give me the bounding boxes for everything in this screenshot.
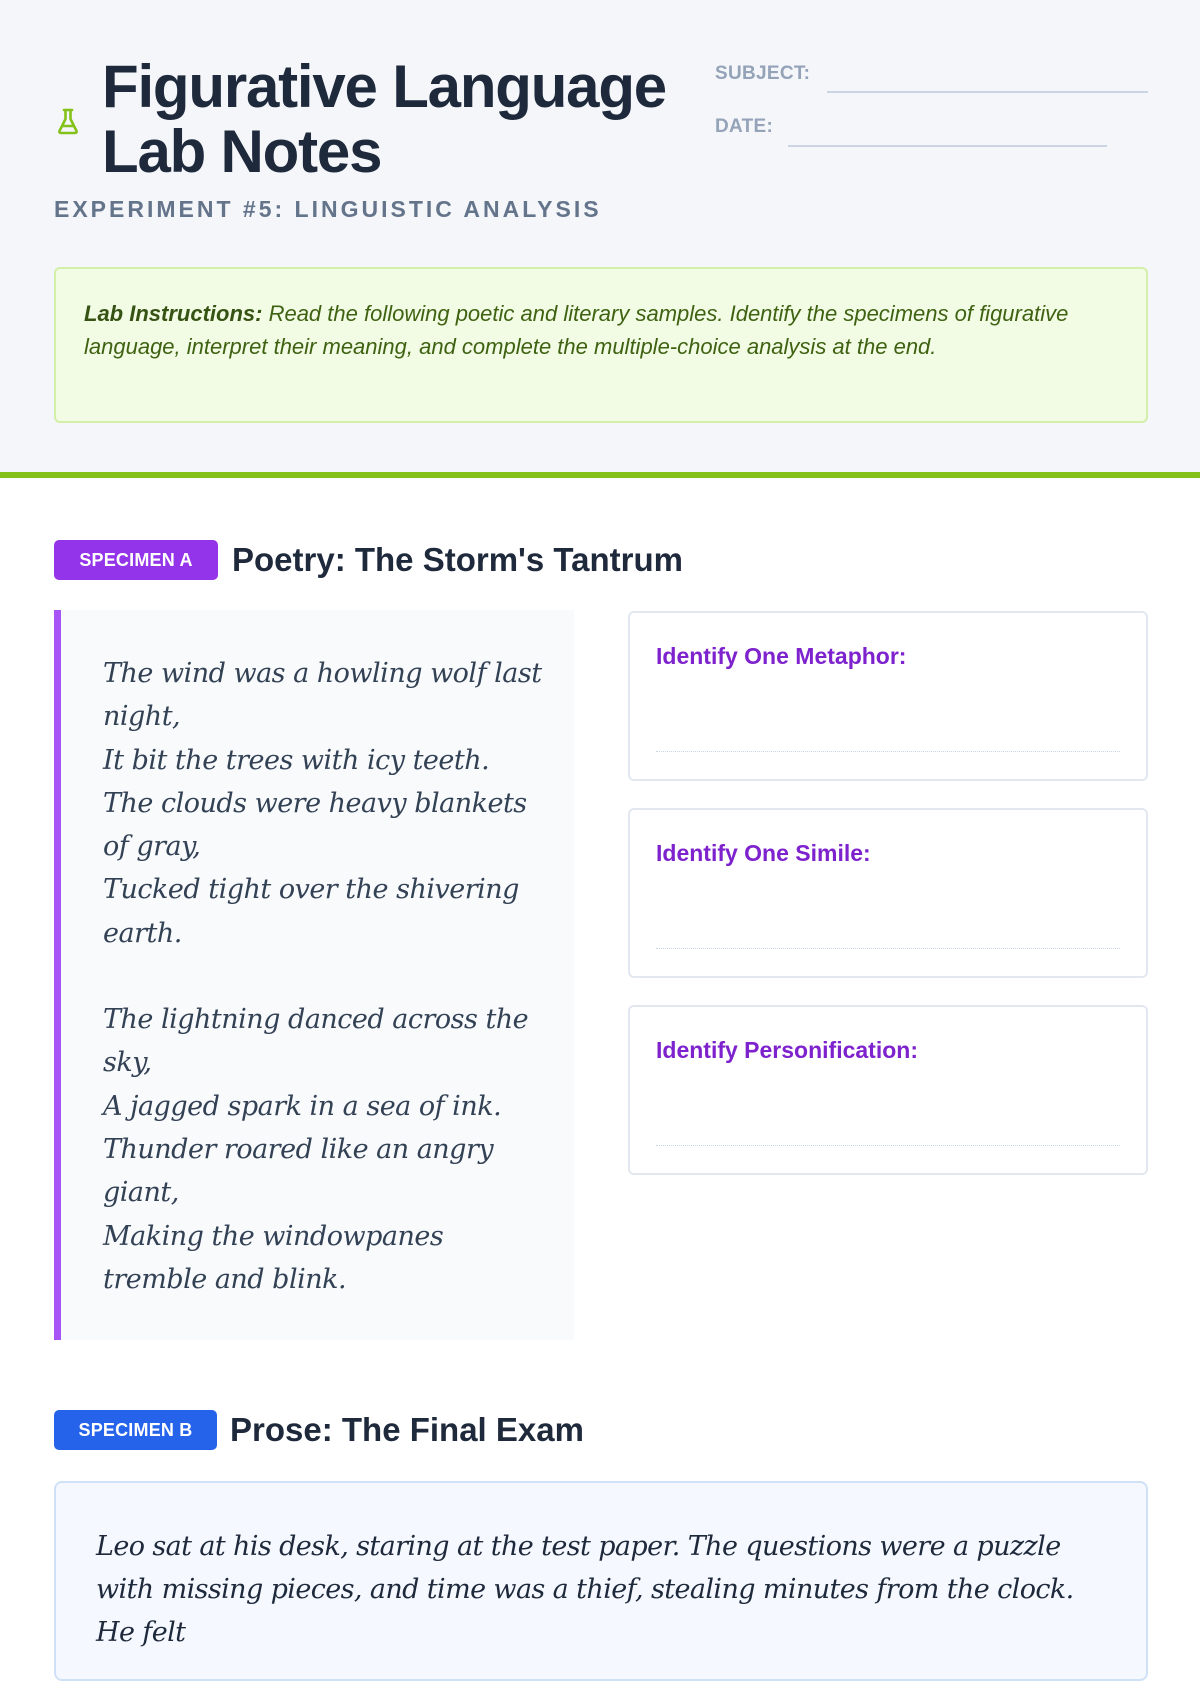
lab-instructions	[54, 267, 1148, 423]
subject-field[interactable]	[827, 91, 1148, 93]
poem-line: Thunder roared like an angry giant,	[103, 1133, 494, 1209]
flask-icon	[56, 106, 80, 136]
prose-block	[54, 1481, 1148, 1681]
poem-stanza	[103, 998, 544, 1301]
poem-line: The lightning danced across the sky,	[103, 1004, 529, 1079]
specimen-a-title: Poetry: The Storm's Tantrum	[232, 541, 683, 578]
experiment-subtitle: EXPERIMENT #5: LINGUISTIC ANALYSIS	[54, 196, 602, 222]
subject-label: SUBJECT:	[715, 63, 811, 84]
header-section	[0, 0, 1200, 478]
personification-prompt: Identify Personification:	[656, 1037, 918, 1063]
prose-text: Leo sat at his desk, staring at the test paper. The questions were a puzzle with missing pieces, and time was a thief, stealing minutes from the clock. He felt	[96, 1531, 1074, 1648]
poem-line: Making the windowpanes tremble and blink.	[103, 1220, 444, 1295]
instructions-text: Read the following poetic and literary samples. Identify the specimens of figurative language, interpret their meaning, and complete the multiple-choice analysis at the end.	[84, 301, 1069, 359]
poem-line: The wind was a howling wolf last night,	[103, 658, 542, 733]
poem-line: The clouds were heavy blankets of gray,	[103, 787, 527, 863]
instructions-lead: Lab Instructions:	[84, 301, 263, 326]
specimen-a-badge: SPECIMEN A	[54, 540, 218, 580]
simile-answer-box[interactable]	[628, 808, 1148, 978]
specimen-b-title: Prose: The Final Exam	[230, 1411, 584, 1448]
specimen-b-badge: SPECIMEN B	[54, 1410, 217, 1450]
date-field[interactable]	[788, 145, 1107, 147]
poem-block	[54, 610, 574, 1340]
poem-line: Tucked tight over the shivering earth.	[103, 874, 519, 949]
simile-answer-line[interactable]	[656, 948, 1120, 949]
metaphor-answer-box[interactable]	[628, 611, 1148, 781]
simile-prompt: Identify One Simile:	[656, 840, 871, 866]
date-label: DATE:	[715, 116, 774, 137]
poem-line: It bit the trees with icy teeth.	[103, 744, 490, 776]
metaphor-answer-line[interactable]	[656, 751, 1120, 752]
poem-line: A jagged spark in a sea of ink.	[103, 1090, 502, 1122]
personification-answer-line[interactable]	[656, 1145, 1120, 1146]
personification-answer-box[interactable]	[628, 1005, 1148, 1175]
metaphor-prompt: Identify One Metaphor:	[656, 643, 907, 669]
poem-stanza	[103, 652, 544, 955]
page-title: Figurative Language Lab Notes	[102, 53, 666, 185]
